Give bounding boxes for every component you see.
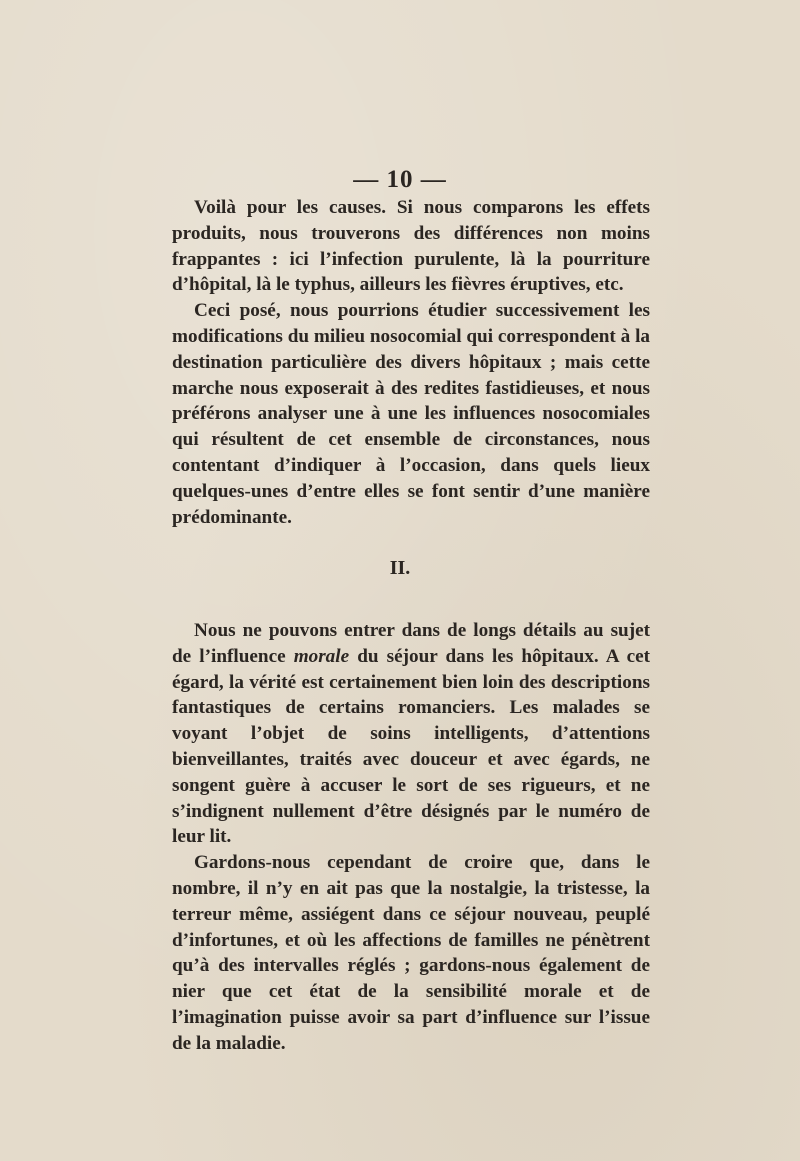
text-block-section-1 (172, 195, 650, 530)
page-number: — 10 — (353, 166, 447, 193)
emphasis-morale: morale (293, 645, 350, 667)
text-block-section-2 (172, 618, 650, 1057)
paragraph-influence-text-start: Nous ne pouvons entrer dans de longs détails au sujet de l’influence (172, 620, 650, 667)
paragraph-causes: Voilà pour les causes. Si nous comparons les effets produits, nous trouverons des différences non moins frappantes : ici l’infection purulente, là la pourriture d’hôpital, là le typhus, ailleurs les fièvres éruptives, etc. (172, 197, 650, 296)
paragraph-nostalgie: Gardons-nous cependant de croire que, dans le nombre, il n’y en ait pas que la nostalgie, la tristesse, la terreur même, assiégent dans ce séjour nouveau, peuplé d’infortunes, et où les affections de familles ne pénètrent qu’à des intervalles réglés ; gardons-nous également de nier que cet état de la sensibilité morale et de l’imagination puisse avoir sa part d’influence sur l’issue de la maladie. (172, 852, 650, 1054)
section-heading: II. (389, 557, 411, 579)
paragraph-modifications: Ceci posé, nous pourrions étudier successivement les modifications du milieu nosocomial qui correspondent à la destination particulière des divers hôpitaux ; mais cette marche nous exposerait à des redites fastidieuses, et nous préférons analyser une à une les influences nosocomiales qui résultent de cet ensemble de circonstances, nous contentant d’indiquer à l’occasion, dans quels lieux quelques-unes d’entre elles se font sentir d’une manière prédominante. (172, 300, 650, 528)
paragraph-influence-morale (172, 618, 650, 850)
paragraph-influence-text-end: du séjour dans les hôpitaux. A cet égard, la vérité est certainement bien loin des descriptions fantastiques de certains romanciers. Les malades se voyant l’objet de soins intelligents, d’attentions bienveillantes, traités avec douceur et avec égards, ne songent guère à accuser le sort de ses rigueurs, et ne s’indignent nullement d’être désignés par le numéro de leur lit. (172, 645, 650, 848)
